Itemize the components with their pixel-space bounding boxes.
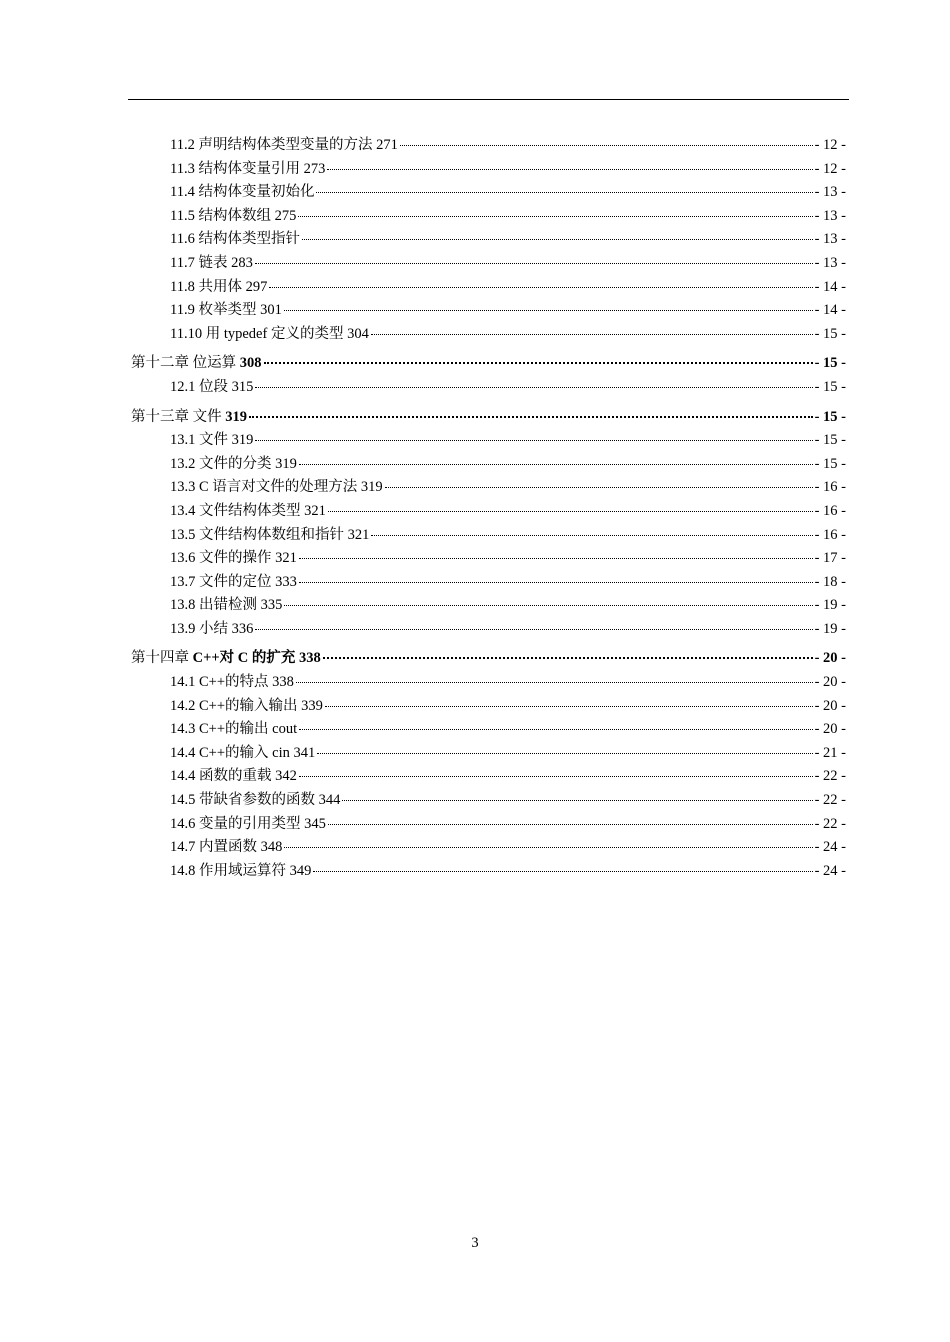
toc-entry-title-text: 13.6 文件的操作 321 <box>170 550 297 567</box>
toc-entry-title-bold: 319 <box>225 408 247 425</box>
toc-entry-title-text: 11.4 结构体变量初始化 <box>170 184 315 201</box>
toc-entry-title-text: 11.10 用 typedef 定义的类型 304 <box>170 325 369 342</box>
toc-entry-title <box>170 570 297 591</box>
dot-leader <box>302 239 813 240</box>
toc-section-entry[interactable] <box>131 204 846 228</box>
toc-entry-title-text: 13.5 文件结构体数组和指针 321 <box>170 526 370 543</box>
dot-leader <box>385 487 813 488</box>
toc-entry-title <box>170 859 311 880</box>
toc-entry-page: - 20 - <box>814 721 846 738</box>
dot-leader <box>255 263 813 264</box>
toc-entry-title-text: 11.5 结构体数组 275 <box>170 207 297 224</box>
toc-entry-title <box>170 452 297 473</box>
toc-entry-title <box>131 405 247 426</box>
toc-entry-title <box>170 717 297 738</box>
toc-entry-title-text: 14.4 函数的重载 342 <box>170 768 297 785</box>
toc-chapter-entry[interactable] <box>131 646 846 670</box>
toc-section-entry[interactable] <box>131 717 846 741</box>
toc-section-entry[interactable] <box>131 593 846 617</box>
toc-entry-title-text: 14.6 变量的引用类型 345 <box>170 815 326 832</box>
toc-section-entry[interactable] <box>131 764 846 788</box>
dot-leader <box>298 216 812 217</box>
toc-entry-page: - 21 - <box>814 744 846 761</box>
toc-entry-title <box>170 812 326 833</box>
toc-section-entry[interactable] <box>131 741 846 765</box>
dot-leader <box>264 362 813 364</box>
toc-entry-title-text: 14.7 内置函数 348 <box>170 839 283 856</box>
toc-entry-title-text: 第十二章 位运算 <box>131 355 240 372</box>
dot-leader <box>299 776 813 777</box>
toc-section-entry[interactable] <box>131 322 846 346</box>
toc-entry-page: - 15 - <box>814 408 846 425</box>
toc-entry-title-text: 11.9 枚举类型 301 <box>170 302 282 319</box>
dot-leader <box>299 464 813 465</box>
toc-entry-page: - 19 - <box>814 597 846 614</box>
header-rule <box>128 99 849 100</box>
toc-chapter-entry[interactable] <box>131 405 846 429</box>
toc-entry-title-text: 11.8 共用体 297 <box>170 278 268 295</box>
toc-entry-title-text: 13.3 C 语言对文件的处理方法 319 <box>170 479 383 496</box>
toc-entry-title <box>170 375 253 396</box>
dot-leader <box>327 169 812 170</box>
toc-entry-title <box>170 204 296 225</box>
toc-entry-title-text: 13.9 小结 336 <box>170 620 254 637</box>
toc-entry-page: - 20 - <box>814 674 846 691</box>
dot-leader <box>371 535 812 536</box>
toc-entry-title <box>170 322 369 343</box>
toc-entry-page: - 15 - <box>814 378 846 395</box>
dot-leader <box>325 706 813 707</box>
toc-entry-page: - 13 - <box>814 231 846 248</box>
dot-leader <box>255 629 812 630</box>
toc-entry-title-text: 13.1 文件 319 <box>170 432 254 449</box>
toc-entry-page: - 15 - <box>814 325 846 342</box>
toc-section-entry[interactable] <box>131 227 846 251</box>
toc-entry-page: - 22 - <box>814 792 846 809</box>
toc-entry-title <box>170 523 369 544</box>
table-of-contents <box>131 133 846 882</box>
toc-entry-title-text: 14.2 C++的输入输出 339 <box>170 697 323 714</box>
toc-entry-title <box>131 351 262 372</box>
toc-section-entry[interactable] <box>131 570 846 594</box>
toc-entry-title-text: 12.1 位段 315 <box>170 378 254 395</box>
toc-section-entry[interactable] <box>131 812 846 836</box>
toc-entry-page: - 22 - <box>814 815 846 832</box>
dot-leader <box>342 800 812 801</box>
dot-leader <box>328 824 813 825</box>
dot-leader <box>299 582 813 583</box>
toc-entry-title-text: 13.7 文件的定位 333 <box>170 573 297 590</box>
dot-leader <box>296 682 813 683</box>
dot-leader <box>255 387 812 388</box>
toc-entry-title-text: 11.6 结构体类型指针 <box>170 231 300 248</box>
toc-entry-title <box>170 694 323 715</box>
toc-entry-title-text: 第十三章 文件 <box>131 408 226 425</box>
toc-entry-title <box>170 133 398 154</box>
toc-entry-page: - 15 - <box>814 432 846 449</box>
toc-entry-title-text: 11.3 结构体变量引用 273 <box>170 160 326 177</box>
toc-entry-page: - 18 - <box>814 573 846 590</box>
toc-entry-page: - 12 - <box>814 137 846 153</box>
toc-entry-title-text: 14.5 带缺省参数的函数 344 <box>170 792 341 809</box>
toc-entry-title <box>170 670 294 691</box>
toc-entry-title <box>170 764 297 785</box>
toc-entry-title-bold: C++对 C 的扩充 338 <box>192 650 321 667</box>
toc-entry-title <box>170 180 314 201</box>
toc-entry-title-text: 14.4 C++的输入 cin 341 <box>170 744 316 761</box>
toc-entry-page: - 16 - <box>814 502 846 519</box>
toc-entry-title-text: 11.7 链表 283 <box>170 254 253 271</box>
dot-leader <box>328 511 813 512</box>
toc-entry-page: - 24 - <box>814 862 846 879</box>
toc-chapter-entry[interactable] <box>131 351 846 375</box>
toc-entry-page: - 14 - <box>814 302 846 319</box>
dot-leader <box>316 192 812 193</box>
toc-entry-title <box>170 157 325 178</box>
toc-section-entry[interactable] <box>131 859 846 883</box>
dot-leader <box>299 729 812 730</box>
toc-entry-page: - 20 - <box>814 697 846 714</box>
toc-entry-title-text: 13.2 文件的分类 319 <box>170 455 297 472</box>
dot-leader <box>284 605 812 606</box>
toc-section-entry[interactable] <box>131 670 846 694</box>
toc-entry-title <box>170 788 340 809</box>
toc-entry-title-text: 第十四章 <box>131 650 193 667</box>
toc-section-entry[interactable] <box>131 835 846 859</box>
dot-leader <box>249 416 813 418</box>
toc-entry-title <box>170 546 297 567</box>
toc-entry-page: - 16 - <box>814 526 846 543</box>
toc-entry-title-text: 14.1 C++的特点 338 <box>170 674 294 691</box>
dot-leader <box>317 753 812 754</box>
dot-leader <box>313 871 812 872</box>
toc-section-entry[interactable] <box>131 180 846 204</box>
toc-section-entry[interactable] <box>131 694 846 718</box>
toc-entry-title <box>170 617 253 638</box>
toc-entry-page: - 22 - <box>814 768 846 785</box>
toc-section-entry[interactable] <box>131 523 846 547</box>
toc-section-entry[interactable] <box>131 788 846 812</box>
toc-entry-page: - 20 - <box>814 650 846 667</box>
toc-section-entry[interactable] <box>131 617 846 641</box>
dot-leader <box>371 334 813 335</box>
toc-entry-page: - 12 - <box>814 160 846 177</box>
toc-section-entry[interactable] <box>131 251 846 275</box>
toc-section-entry[interactable] <box>131 428 846 452</box>
toc-entry-page: - 17 - <box>814 550 846 567</box>
toc-entry-page: - 19 - <box>814 620 846 637</box>
toc-section-entry[interactable] <box>131 133 846 157</box>
toc-entry-title <box>170 499 326 520</box>
toc-section-entry[interactable] <box>131 546 846 570</box>
toc-entry-title <box>170 741 315 762</box>
toc-entry-title <box>170 593 282 614</box>
toc-section-entry[interactable] <box>131 275 846 299</box>
toc-entry-title <box>170 275 267 296</box>
dot-leader <box>269 287 812 288</box>
page-number: 3 <box>471 1235 479 1251</box>
toc-entry-page: - 14 - <box>814 278 846 295</box>
toc-entry-title <box>170 227 300 248</box>
toc-entry-title-text: 13.4 文件结构体类型 321 <box>170 502 326 519</box>
toc-entry-page: - 13 - <box>814 254 846 271</box>
toc-entry-title <box>170 251 253 272</box>
toc-entry-page: - 24 - <box>814 839 846 856</box>
toc-entry-title <box>131 646 321 667</box>
toc-entry-title-text: 14.8 作用域运算符 349 <box>170 862 312 879</box>
dot-leader <box>400 145 813 146</box>
dot-leader <box>284 847 812 848</box>
toc-entry-title <box>170 298 282 319</box>
toc-entry-page: - 15 - <box>814 455 846 472</box>
toc-section-entry[interactable] <box>131 375 846 399</box>
dot-leader <box>255 440 812 441</box>
toc-entry-title <box>170 475 383 496</box>
dot-leader <box>284 310 813 311</box>
toc-section-entry[interactable] <box>131 298 846 322</box>
toc-entry-title <box>170 835 282 856</box>
toc-entry-title-bold: 308 <box>239 355 262 372</box>
dot-leader <box>323 657 813 659</box>
toc-entry-page: - 13 - <box>814 207 846 224</box>
toc-section-entry[interactable] <box>131 499 846 523</box>
toc-entry-title-text: 11.2 声明结构体类型变量的方法 271 <box>170 137 398 153</box>
toc-entry-page: - 15 - <box>814 355 846 372</box>
toc-entry-page: - 13 - <box>814 184 846 201</box>
dot-leader <box>299 558 813 559</box>
toc-section-entry[interactable] <box>131 452 846 476</box>
toc-section-entry[interactable] <box>131 475 846 499</box>
toc-entry-title-text: 14.3 C++的输出 cout <box>170 721 298 738</box>
toc-entry-page: - 16 - <box>814 479 846 496</box>
toc-entry-title <box>170 428 253 449</box>
toc-entry-title-text: 13.8 出错检测 335 <box>170 597 283 614</box>
toc-section-entry[interactable] <box>131 157 846 181</box>
